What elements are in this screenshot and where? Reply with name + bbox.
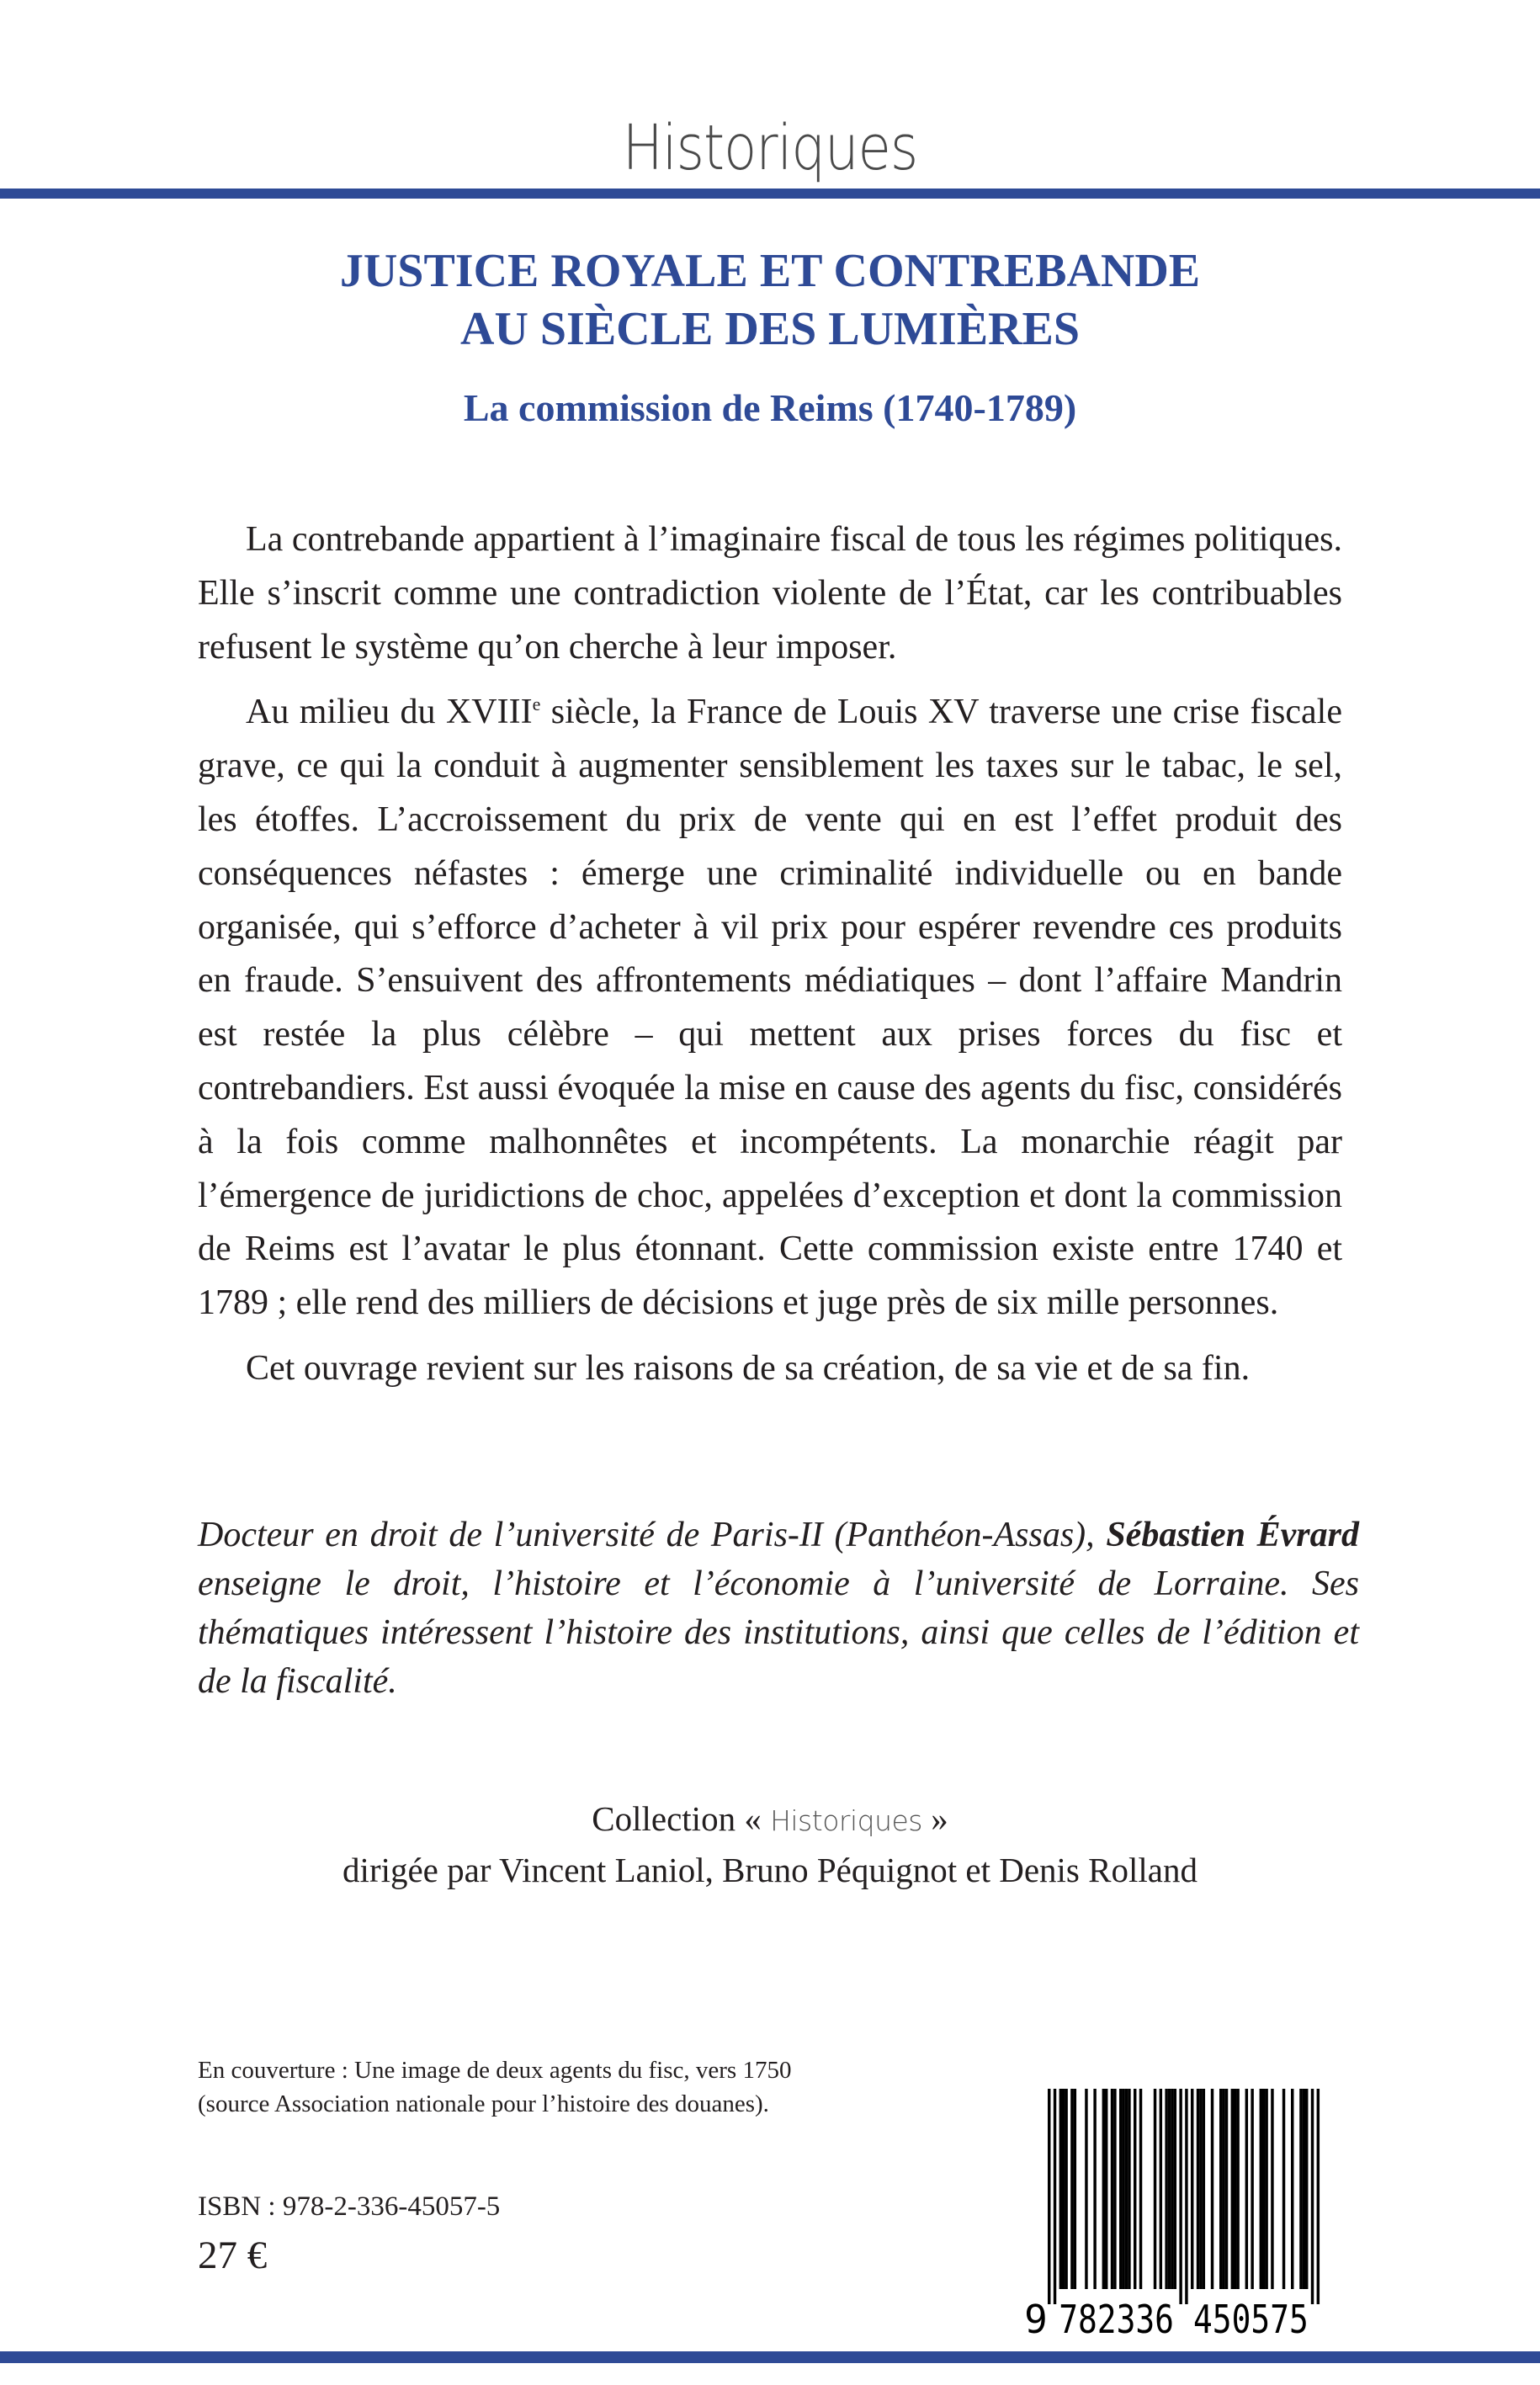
barcode-bar <box>1305 2089 1308 2289</box>
barcode <box>1014 2082 1344 2343</box>
barcode-bar <box>1154 2089 1156 2289</box>
barcode-bar <box>1303 2089 1305 2289</box>
barcode-bar <box>1125 2089 1128 2289</box>
isbn: ISBN : 978-2-336-45057-5 <box>198 2191 501 2222</box>
barcode-bar <box>1236 2089 1239 2289</box>
barcode-bar <box>1171 2089 1173 2289</box>
collection-brand: Historiques <box>770 1804 922 1837</box>
barcode-bar <box>1074 2089 1076 2289</box>
barcode-bar <box>1119 2089 1122 2289</box>
top-rule <box>0 189 1540 199</box>
barcode-bar <box>1065 2089 1067 2289</box>
summary-text <box>198 513 1342 1408</box>
author-name: Sébastien Évrard <box>1106 1516 1359 1554</box>
barcode-bar <box>1282 2089 1285 2289</box>
barcode-bar <box>1222 2089 1224 2289</box>
century-superscript: e <box>532 693 541 715</box>
summary-paragraph-1: La contrebande appartient à l’imaginaire fiscal de tous les régimes politiques. Elle s’inscrit comme une contradiction violente de l’État, car les contribuables refusent le système qu’on cherche à leur imposer. <box>198 520 1342 667</box>
collection-prefix: Collection « <box>592 1799 762 1838</box>
collection-info <box>0 1794 1540 1894</box>
barcode-bar <box>1197 2089 1199 2289</box>
series-logo: Historiques <box>622 113 918 185</box>
barcode-bar <box>1231 2089 1234 2289</box>
cover-credit-line-2: (source Association nationale pour l’histoire des douanes). <box>198 2090 769 2117</box>
summary-paragraph-2-rest: siècle, la France de Louis XV traverse une crise fiscale grave, ce qui la conduit à augmenter sensiblement les taxes sur le tabac, le sel, les étoffes. L’accroissement du prix de vente qui en est l’effet produit des conséquences néfastes : émerge une criminalité individuelle ou en bande organisée, qui s’efforce d’acheter à vil prix pour espérer revendre ces produits en fraude. S’ensuivent des affrontements médiatiques – dont l’affaire Mandrin est restée la plus célèbre – qui mettent aux prises forces du fisc et contrebandiers. Est aussi évoquée la mise en cause des agents du fisc, considérés à la fois comme malhonnêtes et incompétents. La monarchie réagit par l’émergence de juridictions de choc, appelées d’exception et dont la commission de Reims est l’avatar le plus étonnant. Cette commission existe entre 1740 et 1789 ; elle rend des milliers de décisions et juge près de six mille personnes. <box>198 693 1342 1323</box>
barcode-bar <box>1317 2089 1320 2304</box>
barcode-bar <box>1122 2089 1124 2289</box>
barcode-bar <box>1059 2089 1062 2289</box>
barcode-digits: 450575 <box>1193 2297 1309 2342</box>
summary-paragraph-3: Cet ouvrage revient sur les raisons de sa création, de sa vie et de sa fin. <box>246 1348 1251 1388</box>
barcode-bar <box>1225 2089 1228 2289</box>
cover-credit-line-1: En couverture : Une image de deux agents du fisc, vers 1750 <box>198 2057 792 2084</box>
barcode-bar <box>1245 2089 1248 2289</box>
barcode-bar <box>1265 2089 1267 2289</box>
collection-suffix: » <box>931 1799 948 1838</box>
barcode-graphic <box>1014 2082 1344 2343</box>
barcode-bar <box>1191 2089 1193 2289</box>
author-bio <box>198 1511 1359 1706</box>
barcode-bar <box>1251 2089 1253 2289</box>
cover-credit <box>198 2053 955 2121</box>
bottom-rule <box>0 2351 1540 2363</box>
book-title-line-2: AU SIÈCLE DES LUMIÈRES <box>460 303 1080 355</box>
barcode-bar <box>1168 2089 1171 2289</box>
barcode-bar <box>1185 2089 1187 2304</box>
barcode-bar <box>1203 2089 1205 2289</box>
barcode-bar <box>1174 2089 1176 2289</box>
barcode-bar <box>1271 2089 1273 2289</box>
barcode-bar <box>1093 2089 1096 2289</box>
barcode-bar <box>1299 2089 1302 2289</box>
barcode-bar <box>1179 2089 1182 2304</box>
barcode-bar <box>1160 2089 1162 2289</box>
barcode-bar <box>1113 2089 1116 2289</box>
barcode-bar <box>1199 2089 1202 2289</box>
barcode-bar <box>1311 2089 1314 2304</box>
barcode-bar <box>1054 2089 1056 2304</box>
barcode-bar <box>1062 2089 1065 2289</box>
barcode-bar <box>1070 2089 1073 2289</box>
barcode-bar <box>1048 2089 1050 2304</box>
book-subtitle: La commission de Reims (1740-1789) <box>463 386 1077 429</box>
barcode-bar <box>1102 2089 1105 2289</box>
barcode-bar <box>1105 2089 1107 2289</box>
summary-paragraph-2-start: Au milieu du XVIII <box>246 693 533 732</box>
barcode-bar <box>1165 2089 1167 2289</box>
barcode-bar <box>1262 2089 1265 2289</box>
author-bio-rest: enseigne le droit, l’histoire et l’économie à l’université de Lorraine. Ses thématiques intéressent l’histoire des institutions, ainsi que celles de l’édition et de la fiscalité. <box>198 1564 1359 1701</box>
collection-directors: dirigée par Vincent Laniol, Bruno Péquignot et Denis Rolland <box>343 1851 1197 1889</box>
barcode-digits: 9 <box>1024 2297 1048 2342</box>
barcode-bar <box>1085 2089 1087 2289</box>
barcode-bar <box>1260 2089 1262 2289</box>
book-title-line-1: JUSTICE ROYALE ET CONTREBANDE <box>339 245 1201 297</box>
price: 27 € <box>198 2234 268 2277</box>
collection-line <box>0 1794 1540 1846</box>
summary-paragraph-2 <box>198 686 1342 1331</box>
barcode-bar <box>1291 2089 1293 2289</box>
barcode-bar <box>1219 2089 1222 2289</box>
barcode-bar <box>1128 2089 1130 2289</box>
barcode-bar <box>1111 2089 1113 2289</box>
barcode-digits: 782336 <box>1059 2297 1174 2342</box>
barcode-bar <box>1211 2089 1213 2289</box>
barcode-bar <box>1139 2089 1142 2289</box>
barcode-bar <box>1134 2089 1136 2289</box>
author-bio-start: Docteur en droit de l’université de Paris-II (Panthéon-Assas), <box>198 1516 1107 1554</box>
barcode-bar <box>1234 2089 1236 2289</box>
